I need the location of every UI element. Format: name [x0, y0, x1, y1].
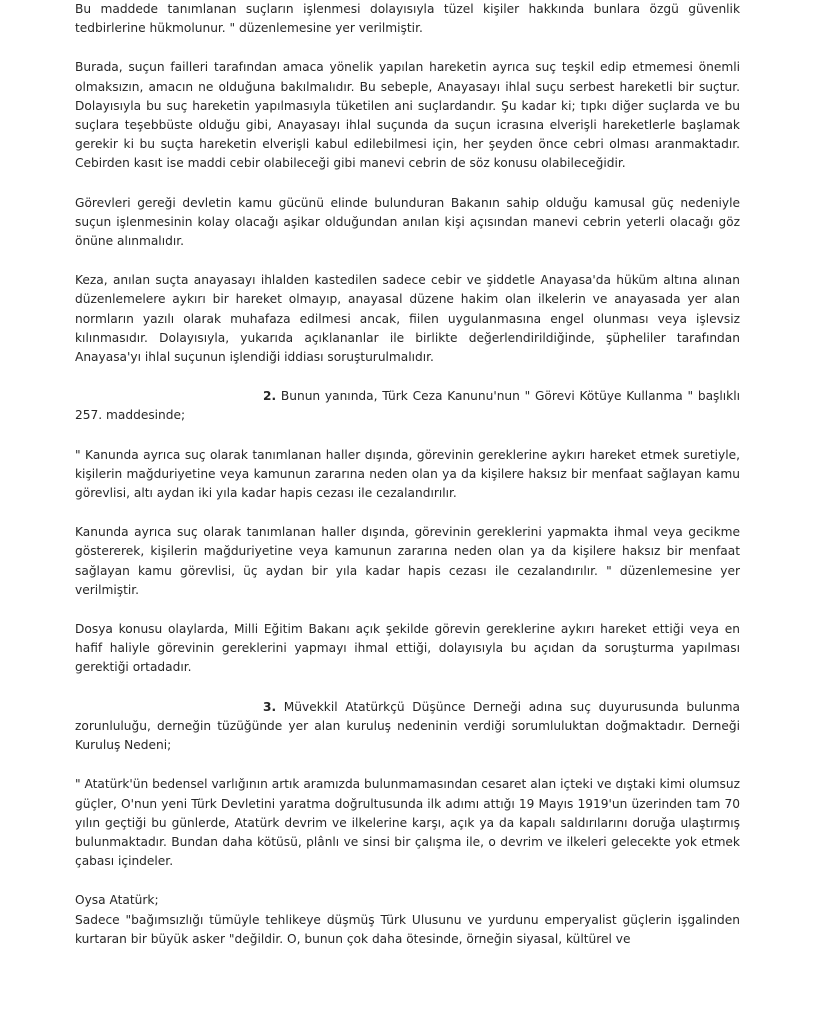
- section-3-text: Müvekkil Atatürkçü Düşünce Derneği adına suç duyurusunda bulunma zorunluluğu, derneğin tüzüğünde yer alan kuruluş nedeninin verdiği sorumluluktan doğmaktadır. Derneği Kuruluş Nedeni;: [75, 699, 740, 753]
- section-number-3: 3.: [263, 699, 277, 714]
- paragraph-kurulus-nedeni-quote: " Atatürk'ün bedensel varlığının artık aramızda bulunmamasından cesaret alan içteki ve dıştaki kimi olumsuz güçler, O'nun yeni Türk Devletini yaratma doğrultusunda ilk adımı attığı 19 Mayıs 1919'un üzerinden tam 70 yılın geçtiği bu günlerde, Atatürk devrim ve ilkelerine karşı, açık ya da kapalı saldırılarını doruğa ulaştırmış bulunmaktadır. Bundan daha kötüsü, plânlı ve sinsi bir çalışma ile, o devrim ve ilkeleri gelecekte yok etmek çabası içindeler.: [75, 777, 740, 869]
- paragraph-section-2: [75, 387, 740, 425]
- paragraph-section-3: [75, 698, 740, 756]
- paragraph-sadece: Sadece "bağımsızlığı tümüyle tehlikeye düşmüş Türk Ulusunu ve yurdunu emperyalist güçlerin işgalinden kurtaran bir büyük asker "değildir. O, bunun çok daha ötesinde, örneğin siyasal, kültürel ve: [75, 912, 740, 946]
- section-number-2: 2.: [263, 389, 277, 404]
- paragraph-tuzel-kisiler: Bu maddede tanımlanan suçların işlenmesi dolayısıyla tüzel kişiler hakkında bunlara özgü güvenlik tedbirlerine hükmolunur. " düzenlemesine yer verilmiştir.: [75, 2, 740, 36]
- paragraph-kamusal-guc: Görevleri gereği devletin kamu gücünü elinde bulunduran Bakanın sahip olduğu kamusal güç nedeniyle suçun işlenmesinin kolay olacağı aşikar olduğundan anılan kişi açısından manevi cebrin yeterli olacağı göz önüne alınmalıdır.: [75, 195, 740, 249]
- paragraph-oysa-ataturk: Oysa Atatürk;: [75, 893, 159, 908]
- paragraph-anayasayi-ihlal: Keza, anılan suçta anayasayı ihlalden kastedilen sadece cebir ve şiddetle Anayasa'da hüküm altına alınan düzenlemelere aykırı bir hareket olmayıp, anayasal düzene hakim olan ilkelerin ve anayasada yer alan normların yazılı olarak muhafaza edilmesi ancak, fiilen uygulanmasına engel olunması veya işlevsiz kılınmasıdır. Dolayısıyla, yukarıda açıklananlar ile birlikte değerlendirildiğinde, şüpheliler tarafından Anayasa'yı ihlal suçunun işlendiği iddiası soruşturulmalıdır.: [75, 273, 740, 365]
- document-page: [75, 0, 740, 949]
- paragraph-amac-yonelik: Burada, suçun failleri tarafından amaca yönelik yapılan hareketin ayrıca suç teşkil edip etmemesi önemli olmaksızın, amacın ne olduğuna bakılmalıdır. Bu sebeple, Anayasayı ihlal suçu serbest hareketli bir suçtur. Dolayısıyla bu suç hareketin yapılmasıyla tüketilen ani suçlardandır. Şu kadar ki; tıpkı diğer suçlarda ve bu suçlara teşebbüste olduğu gibi, Anayasayı ihlal suçunda da suçun icrasına elverişli hareketlerle başlamak gerekir ki bu suçta hareketin elverişli kabul edilebilmesi için, her şeyden önce cebri olması aranmaktadır. Cebirden kasıt ise maddi cebir olabileceği gibi manevi cebrin de söz konusu olabileceğidir.: [75, 60, 740, 171]
- paragraph-kanun-quote-1: " Kanunda ayrıca suç olarak tanımlanan haller dışında, görevinin gereklerine aykırı hareket etmek suretiyle, kişilerin mağduriyetine veya kamunun zararına neden olan ya da kişilere haksız bir menfaat sağlayan kamu görevlisi, altı aydan iki yıla kadar hapis cezası ile cezalandırılır.: [75, 447, 740, 501]
- paragraph-dosya-konusu: Dosya konusu olaylarda, Milli Eğitim Bakanı açık şekilde görevin gereklerine aykırı hareket ettiği veya en hafif haliyle görevinin gereklerini yapmayı ihmal ettiği, dolayısıyla bu açıdan da soruşturma yapılması gerektiği ortadadır.: [75, 622, 740, 675]
- section-2-text: Bunun yanında, Türk Ceza Kanunu'nun " Görevi Kötüye Kullanma " başlıklı 257. maddesinde;: [75, 389, 740, 423]
- paragraph-kanun-quote-2: Kanunda ayrıca suç olarak tanımlanan haller dışında, görevinin gereklerini yapmakta ihmal veya gecikme göstererek, kişilerin mağduriyetine veya kamunun zararına neden olan ya da kişilere haksız bir menfaat sağlayan kamu görevlisi, üç aydan bir yıla kadar hapis cezası ile cezalandırılır. " düzenlemesine yer verilmiştir.: [75, 525, 740, 597]
